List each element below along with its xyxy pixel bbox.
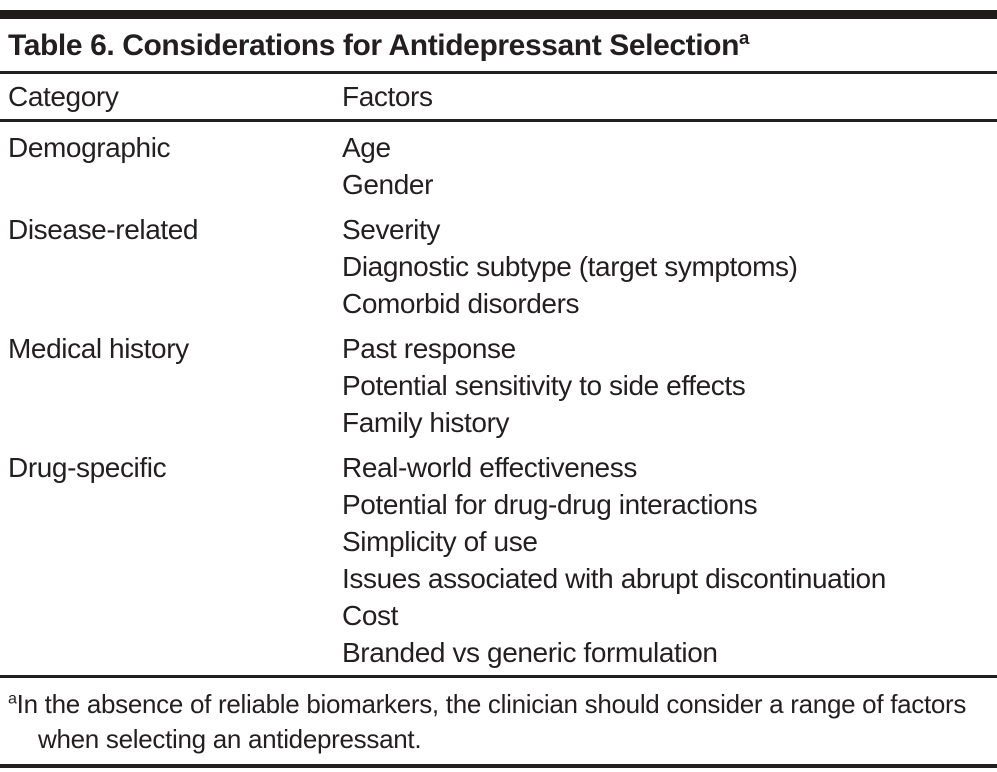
footnote-marker: a xyxy=(8,689,17,708)
factor-line: Real-world effectiveness xyxy=(342,452,637,483)
category-cell: Demographic xyxy=(8,132,171,163)
table-row xyxy=(0,445,997,675)
factor-line: Family history xyxy=(342,407,510,438)
table-title-superscript: a xyxy=(739,27,749,48)
factors-cell xyxy=(342,449,989,671)
factors-cell xyxy=(342,330,989,441)
table-title xyxy=(0,19,997,71)
factor-line: Potential sensitivity to side effects xyxy=(342,370,746,401)
category-cell: Medical history xyxy=(8,333,189,364)
table-row xyxy=(0,326,997,445)
footnote-row xyxy=(0,678,997,764)
factor-line: Diagnostic subtype (target symptoms) xyxy=(342,251,798,282)
factor-line: Age xyxy=(342,132,391,163)
factor-line: Comorbid disorders xyxy=(342,288,580,319)
table-title-text: Table 6. Considerations for Antidepressant Selection xyxy=(8,29,740,62)
factor-line: Gender xyxy=(342,169,433,200)
top-bar xyxy=(0,10,997,19)
column-header-factors: Factors xyxy=(342,80,433,112)
factor-line: Severity xyxy=(342,214,440,245)
factor-line: Cost xyxy=(342,600,398,631)
factor-line: Issues associated with abrupt discontinuation xyxy=(342,563,886,594)
factor-line: Simplicity of use xyxy=(342,526,538,557)
table-row xyxy=(0,207,997,326)
factor-line: Past response xyxy=(342,333,516,364)
factor-line: Potential for drug-drug interactions xyxy=(342,489,758,520)
header-row xyxy=(0,74,997,119)
table-row xyxy=(0,125,997,207)
category-cell: Disease-related xyxy=(8,214,199,245)
category-cell: Drug-specific xyxy=(8,452,167,483)
footnote-text: In the absence of reliable biomarkers, the clinician should consider a range of factors when selecting an antidepressant. xyxy=(16,689,967,754)
table-body xyxy=(0,122,997,675)
factors-cell xyxy=(342,211,989,322)
column-header-category: Category xyxy=(8,80,119,112)
factors-cell xyxy=(342,129,989,203)
factor-line: Branded vs generic formulation xyxy=(342,637,718,668)
footnote xyxy=(8,687,989,757)
rule-bottom xyxy=(0,764,997,768)
